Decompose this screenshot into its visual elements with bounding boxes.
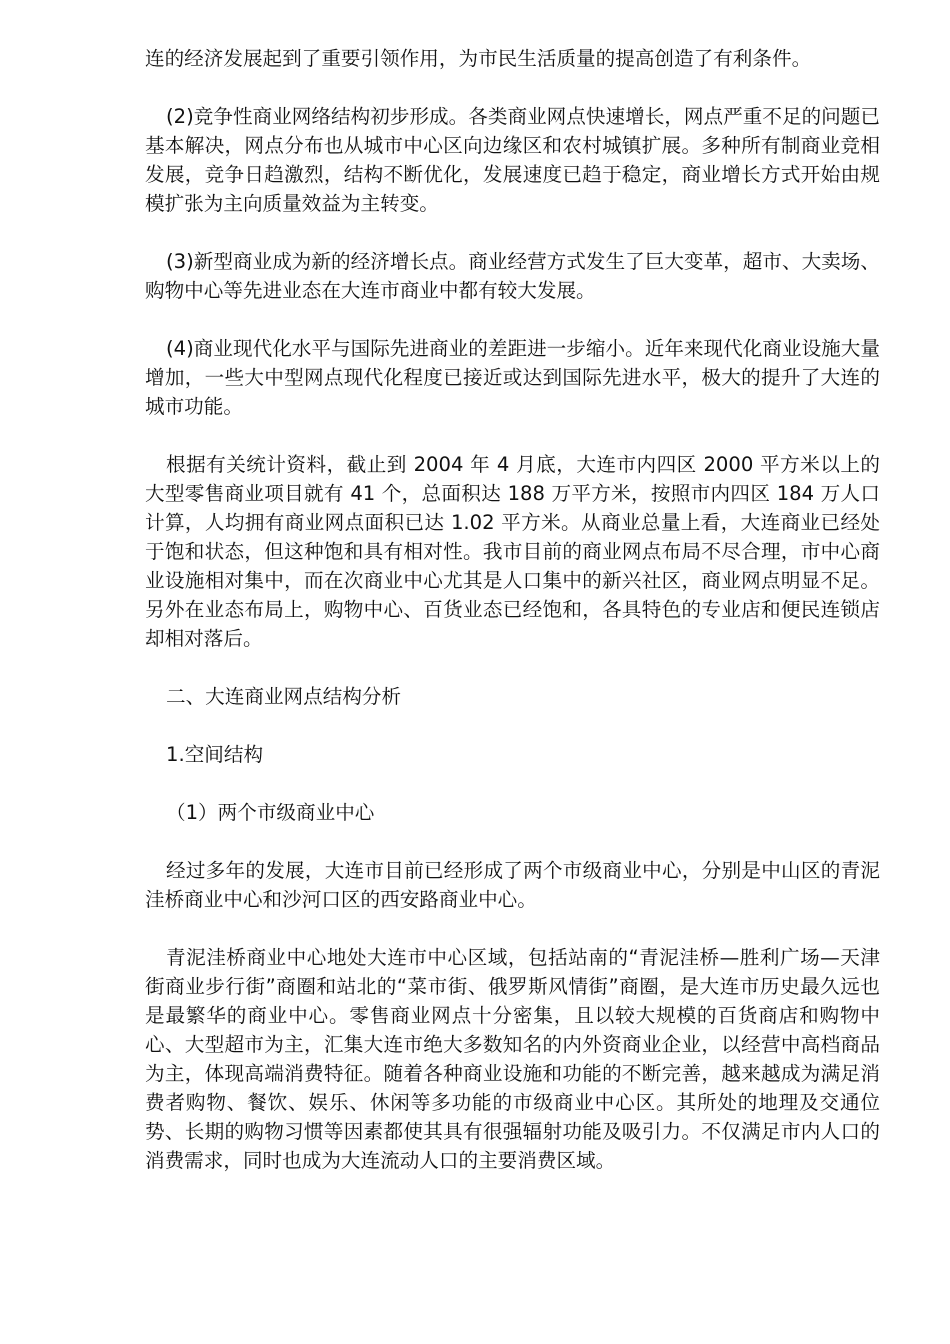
paragraph-two-centers: 经过多年的发展，大连市目前已经形成了两个市级商业中心，分别是中山区的青泥洼桥商业中心和沙河口区的西安路商业中心。 [145,859,880,911]
paragraph-point-2: (2)竞争性商业网络结构初步形成。各类商业网点快速增长，网点严重不足的问题已基本解决，网点分布也从城市中心区向边缘区和农村城镇扩展。多种所有制商业竞相发展，竞争日趋激烈，结构不断优化，发展速度已趋于稳定，商业增长方式开始由规模扩张为主向质量效益为主转变。 [145,105,880,215]
section-heading: 二、大连商业网点结构分析 [166,685,402,708]
subsection-heading-spatial: 1.空间结构 [166,743,264,766]
paragraph-qingniwa: 青泥洼桥商业中心地处大连市中心区域，包括站南的“青泥洼桥—胜利广场—天津街商业步行街”商圈和站北的“菜市街、俄罗斯风情街”商圈，是大连市历史最久远也是最繁华的商业中心。零售商业网点十分密集，且以较大规模的百货商店和购物中心、大型超市为主，汇集大连市绝大多数知名的内外资商业企业，以经营中高档商品为主，体现高端消费特征。随着各种商业设施和功能的不断完善，越来越成为满足消费者购物、餐饮、娱乐、休闲等多功能的市级商业中心区。其所处的地理及交通位势、长期的购物习惯等因素都使其具有很强辐射功能及吸引力。不仅满足市内人口的消费需求，同时也成为大连流动人口的主要消费区域。 [145,946,880,1172]
paragraph-statistics: 根据有关统计资料，截止到 2004 年 4 月底，大连市内四区 2000 平方米以上的大型零售商业项目就有 41 个，总面积达 188 万平方米，按照市内四区 184 万人口计算，人均拥有商业网点面积已达 1.02 平方米。从商业总量上看，大连商业已经处于饱和状态，但这种饱和具有相对性。我市目前的商业网点布局不尽合理，市中心商业设施相对集中，而在次商业中心尤其是人口集中的新兴社区，商业网点明显不足。另外在业态布局上，购物中心、百货业态已经饱和，各具特色的专业店和便民连锁店却相对落后。 [145,453,880,650]
paragraph-continuation: 连的经济发展起到了重要引领作用，为市民生活质量的提高创造了有利条件。 [145,47,812,70]
paragraph-point-3: (3)新型商业成为新的经济增长点。商业经营方式发生了巨大变革，超市、大卖场、购物中心等先进业态在大连市商业中都有较大发展。 [145,250,880,302]
paragraph-point-4: (4)商业现代化水平与国际先进商业的差距进一步缩小。近年来现代化商业设施大量增加，一些大中型网点现代化程度已接近或达到国际先进水平，极大的提升了大连的城市功能。 [145,337,880,418]
subsection-heading-two-centers: （1）两个市级商业中心 [166,801,375,824]
document-page [145,44,880,1204]
